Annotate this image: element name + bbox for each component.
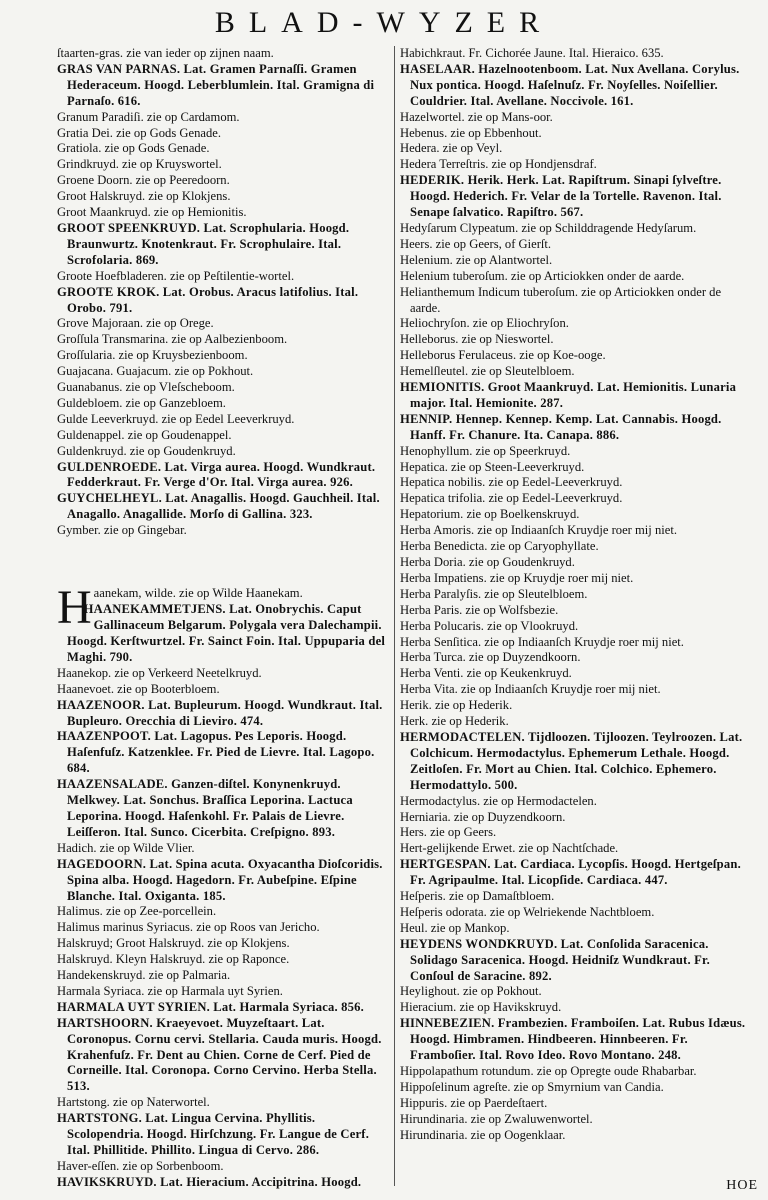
index-entry: Herba Paralyſis. zie op Sleutelbloem. xyxy=(400,586,588,601)
index-entry: Helianthemum Indicum tuberoſum. zie op Articiokken onder de aarde. xyxy=(400,284,722,315)
index-entry: Grindkruyd. zie op Kruyswortel. xyxy=(57,157,222,172)
index-entry: Groot Halskruyd. zie op Klokjens. xyxy=(57,189,231,204)
index-entry: Herba Amoris. zie op Indiaanſch Kruydje roer mij niet. xyxy=(400,523,677,538)
index-entry: Hirundinaria. zie op Zwaluwenwortel. xyxy=(400,1111,593,1126)
index-heading-entry: HENNIP. Hennep. Kennep. Kemp. Lat. Cannabis. Hoogd. Hanff. Fr. Chanure. Ita. Canapa. 886. xyxy=(400,411,722,442)
index-entry: Hepatica nobilis. zie op Eedel-Leeverkruyd. xyxy=(400,475,623,490)
index-entry: Helleborus. zie op Nieswortel. xyxy=(400,332,554,347)
index-entry: Groſſularia. zie op Kruysbezienboom. xyxy=(57,348,248,363)
index-heading-entry: HAAZENPOOT. Lat. Lagopus. Pes Leporis. Hoogd. Haſenfuſz. Katzenklee. Fr. Pied de Lievre. Ital. Lagopo. 684. xyxy=(57,729,375,776)
index-heading-entry: HEMIONITIS. Groot Maankruyd. Lat. Hemionitis. Lunaria major. Ital. Hemionite. 287. xyxy=(400,380,737,410)
entry-text: aanekam, wilde. zie op Wilde Haanekam. xyxy=(93,586,303,601)
index-entry: ſtaarten-gras. zie van ieder op zijnen naam. xyxy=(57,46,274,60)
index-entry: Henophyllum. zie op Speerkruyd. xyxy=(400,443,571,458)
index-entry: Herba Venti. zie op Keukenkruyd. xyxy=(400,666,572,681)
index-heading-entry: HAAZENOOR. Lat. Bupleurum. Hoogd. Wundkraut. Ital. Bupleuro. Orecchia di Lieviro. 474. xyxy=(57,697,383,728)
index-entry: Hedera. zie op Veyl. xyxy=(400,141,503,156)
column-divider xyxy=(394,46,395,1186)
index-entry: Hippuris. zie op Paerdeſtaert. xyxy=(400,1095,548,1110)
index-entry: Herniaria. zie op Duyzendkoorn. xyxy=(400,809,566,824)
index-entry: Herik. zie op Hederik. xyxy=(400,698,513,713)
index-entry: Halimus marinus Syriacus. zie op Roos van Jericho. xyxy=(57,920,320,935)
index-heading-entry: HAAZENSALADE. Ganzen-diſtel. Konynenkruyd. Melkwey. Lat. Sonchus. Braſſica Leporina. Lactuca Leporina. Hoogd. Haſenkohl. Fr. Palais de Lievre. Leiſſeron. Ital. Sunco. Cicerbita. Creſpigno. 893. xyxy=(57,777,353,839)
index-entry: Helenium tuberoſum. zie op Articiokken onder de aarde. xyxy=(400,268,685,283)
index-entry: Hepatica trifolia. zie op Eedel-Leeverkruyd. xyxy=(400,491,623,506)
index-entry: Heſperis odorata. zie op Welriekende Nachtbloem. xyxy=(400,904,655,919)
index-entry: Herba Polucaris. zie op Vlookruyd. xyxy=(400,618,579,633)
index-entry: Halskruyd. Kleyn Halskruyd. zie op Raponce. xyxy=(57,952,290,967)
index-entry: Guldenappel. zie op Goudenappel. xyxy=(57,427,232,442)
right-column xyxy=(400,46,750,1182)
index-heading-entry: GUYCHELHEYL. Lat. Anagallis. Hoogd. Gauchheil. Ital. Anagallo. Anagallide. Morſo di Gallina. 323. xyxy=(57,491,380,522)
index-heading-entry: HINNEBEZIEN. Frambezien. Framboiſen. Lat. Rubus Idæus. Hoogd. Himbramen. Hindbeeren. Hinnbeeren. Fr. Framboſier. Ital. Rovo Ideo. Rovo Montano. 248. xyxy=(400,1016,746,1063)
index-entry: Hert-gelijkende Erwet. zie op Nachtſchade. xyxy=(400,841,619,856)
index-entry: Guldebloem. zie op Ganzebloem. xyxy=(57,395,226,410)
drop-cap: H xyxy=(57,581,92,635)
index-entry: Hebenus. zie op Ebbenhout. xyxy=(400,125,542,140)
index-heading-entry: HAVIKSKRUYD. Lat. Hieracium. Accipitrina. Hoogd. xyxy=(57,1174,362,1189)
index-entry: Habichkraut. Fr. Cichorée Jaune. Ital. Hieraico. 635. xyxy=(400,46,664,60)
index-entry: Heliochryſon. zie op Eliochryſon. xyxy=(400,316,569,331)
index-entry: Hippolapathum rotundum. zie op Opregte oude Rhabarbar. xyxy=(400,1064,697,1078)
index-entry: Herba Impatiens. zie op Kruydje roer mij niet. xyxy=(400,570,634,585)
index-entry: Herba Turca. zie op Duyzendkoorn. xyxy=(400,650,581,665)
page-header: BLAD-WYZER xyxy=(214,6,554,39)
index-heading-entry: HERTGESPAN. Lat. Cardiaca. Lycopſis. Hoogd. Hertgeſpan. Fr. Agripaulme. Ital. Licopſide. Cardiaca. 447. xyxy=(400,857,741,888)
index-entry: Hazelwortel. zie op Mans-oor. xyxy=(400,109,553,124)
index-entry: Hirundinaria. zie op Oogenklaar. xyxy=(400,1127,566,1142)
index-entry: Halskruyd; Groot Halskruyd. zie op Klokjens. xyxy=(57,936,290,951)
index-entry: Groſſula Transmarina. zie op Aalbezienboom. xyxy=(57,332,288,347)
index-heading-entry: HEDERIK. Herik. Herk. Lat. Rapiſtrum. Sinapi ſylveſtre. Hoogd. Hederich. Fr. Velar de la Tortelle. Ravenon. Ital. Senape ſalvatico. Rapiſtro. 567. xyxy=(400,173,722,220)
index-entry: Hieracium. zie op Havikskruyd. xyxy=(400,1000,562,1015)
index-entry: Hermodactylus. zie op Hermodactelen. xyxy=(400,793,597,808)
index-entry: Halimus. zie op Zee-porcellein. xyxy=(57,904,217,919)
index-entry: Hedera Terreſtris. zie op Hondjensdraf. xyxy=(400,157,597,172)
index-entry: Hartstong. zie op Naterwortel. xyxy=(57,1095,210,1110)
index-heading-entry: HARTSTONG. Lat. Lingua Cervina. Phyllitis. Scolopendria. Hoogd. Hirſchzung. Fr. Langue de Cerf. Ital. Phillitide. Phillito. Lingua di Cervo. 286. xyxy=(57,1111,370,1157)
index-entry: Gratiola. zie op Gods Genade. xyxy=(57,141,210,156)
index-entry: Herba Doria. zie op Goudenkruyd. xyxy=(400,555,575,569)
index-heading-entry: HAANEKAMMETJENS. Lat. Onobrychis. Caput Gallinaceum Belgarum. Polygala vera Dalechampii. Hoogd. Kerſtwurtzel. Fr. Sainct Foin. Ital. Uppuparia del Maghi. 790. xyxy=(67,602,386,664)
index-entry: Grove Majoraan. zie op Orege. xyxy=(57,316,214,331)
section-gap xyxy=(57,552,392,574)
index-entry: Hedyſarum Clypeatum. zie op Schilddragende Hedyſarum. xyxy=(400,220,697,235)
index-heading-entry: GULDENROEDE. Lat. Virga aurea. Hoogd. Wundkraut. Fedderkraut. Fr. Verge d'Or. Ital. Virga aurea. 926. xyxy=(57,459,376,490)
index-entry: Gymber. zie op Gingebar. xyxy=(57,523,187,538)
left-column xyxy=(57,46,392,1189)
index-entry: Hadich. zie op Wilde Vlier. xyxy=(57,840,195,855)
index-entry: Groot Maankruyd. zie op Hemionitis. xyxy=(57,205,247,220)
index-entry: Helleborus Ferulaceus. zie op Koe-ooge. xyxy=(400,348,606,363)
index-entry: Haanekop. zie op Verkeerd Neetelkruyd. xyxy=(57,665,262,680)
index-entry: Hepatica. zie op Steen-Leeverkruyd. xyxy=(400,459,585,474)
index-heading-entry: HARMALA UYT SYRIEN. Lat. Harmala Syriaca. 856. xyxy=(57,999,365,1014)
index-entry: Guldenkruyd. zie op Goudenkruyd. xyxy=(57,443,236,458)
index-heading-entry: GROOTE KROK. Lat. Orobus. Aracus latifolius. Ital. Orobo. 791. xyxy=(57,284,359,315)
index-heading-entry: HASELAAR. Hazelnootenboom. Lat. Nux Avellana. Corylus. Nux pontica. Hoogd. Haſelnuſz. Fr. Noyſelles. Noiſellier. Couldrier. Ital. Avellane. Noccivole. 161. xyxy=(400,61,740,108)
index-entry: Herba Paris. zie op Wolfsbezie. xyxy=(400,602,559,617)
index-entry: Gratia Dei. zie op Gods Genade. xyxy=(57,125,222,140)
index-heading-entry: HERMODACTELEN. Tijdloozen. Tijloozen. Teylroozen. Lat. Colchicum. Hermodactylus. Ephemerum Lethale. Hoogd. Zeitloſen. Fr. Mort au Chien. Ital. Colchico. Ephemero. Hermodattylo. 500. xyxy=(400,729,743,792)
index-entry: Haver-eſſen. zie op Sorbenboom. xyxy=(57,1158,224,1173)
index-entry: Handekenskruyd. zie op Palmaria. xyxy=(57,968,231,983)
index-entry: Gulde Leeverkruyd. zie op Eedel Leeverkruyd. xyxy=(57,411,295,426)
index-entry: Heſperis. zie op Damaſtbloem. xyxy=(400,889,555,904)
index-entry: Hers. zie op Geers. xyxy=(400,825,497,840)
index-heading-entry: HAGEDOORN. Lat. Spina acuta. Oxyacantha Dioſcoridis. Spina alba. Hoogd. Hagedorn. Fr. Aubeſpine. Eſpine Blanche. Ital. Oxiganta. 185. xyxy=(57,856,383,903)
index-entry: Granum Paradiſi. zie op Cardamom. xyxy=(57,109,240,124)
index-entry: Heul. zie op Mankop. xyxy=(400,920,510,935)
index-entry: Guajacana. Guajacum. zie op Pokhout. xyxy=(57,364,254,379)
index-entry: Groote Hoefbladeren. zie op Peſtilentie-wortel. xyxy=(57,268,295,283)
index-entry: Hepatorium. zie op Boelkenskruyd. xyxy=(400,507,580,522)
index-entry: Helenium. zie op Alantwortel. xyxy=(400,252,553,267)
index-entry: Herk. zie op Hederik. xyxy=(400,714,509,729)
index-entry: Haanevoet. zie op Booterbloem. xyxy=(57,681,220,696)
index-entry: Hippoſelinum agreſte. zie op Smyrnium van Candia. xyxy=(400,1079,664,1094)
index-entry: Heers. zie op Geers, of Gierſt. xyxy=(400,236,552,251)
catchword: HOE xyxy=(726,1178,758,1193)
index-heading-entry: HARTSHOORN. Kraeyevoet. Muyzeſtaart. Lat. Coronopus. Cornu cervi. Stellaria. Cauda muris. Hoogd. Krahenfuſz. Fr. Dent au Chien. Corne de Cerf. Pied de Corneille. Ital. Coronopa. Corno Cervino. Herba Stella. 513. xyxy=(57,1015,382,1094)
index-entry: Herba Benedicta. zie op Caryophyllate. xyxy=(400,539,599,554)
index-heading-entry: GRAS VAN PARNAS. Lat. Gramen Parnaſſi. Gramen Hederaceum. Hoogd. Leberblumlein. Ital. Gramigna di Parnaſo. 616. xyxy=(57,61,375,108)
index-entry: Herba Vita. zie op Indiaanſch Kruydje roer mij niet. xyxy=(400,682,661,697)
index-entry: Heylighout. zie op Pokhout. xyxy=(400,984,542,999)
index-entry: Herba Senſitica. zie op Indiaanſch Kruydje roer mij niet. xyxy=(400,634,684,649)
index-entry: Groene Doorn. zie op Peeredoorn. xyxy=(57,173,230,188)
index-entry: Hemelſleutel. zie op Sleutelbloem. xyxy=(400,364,575,379)
index-heading-entry: HEYDENS WONDKRUYD. Lat. Conſolida Saracenica. Solidago Saracenica. Hoogd. Heidniſz Wundkraut. Fr. Conſoul de Saracine. 892. xyxy=(400,936,711,983)
index-entry: Guanabanus. zie op Vleſscheboom. xyxy=(57,380,235,395)
index-heading-entry: GROOT SPEENKRUYD. Lat. Scrophularia. Hoogd. Braunwurtz. Knotenkraut. Fr. Scrophulaire. Ital. Scrofolaria. 869. xyxy=(57,220,350,267)
index-entry: Harmala Syriaca. zie op Harmala uyt Syrien. xyxy=(57,983,283,998)
